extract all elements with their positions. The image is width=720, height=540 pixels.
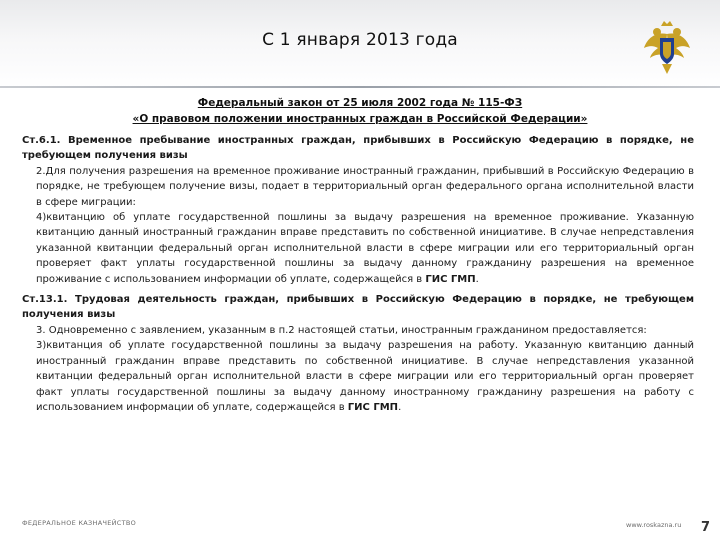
article-paragraph — [22, 338, 694, 415]
gis-gmp-term: ГИС ГМП — [425, 273, 476, 285]
paragraph-text: 2.Для получения разрешения на временное проживание иностранный гражданин, прибывший в Российскую Федерацию в порядке, не требующем получение визы, подает в территориальный орган федерального органа исполнительной власти в сфере миграции: — [36, 165, 694, 208]
header-divider — [0, 86, 720, 88]
footer-organization: ФЕДЕРАЛЬНОЕ КАЗНАЧЕЙСТВО — [22, 519, 137, 527]
paragraph-text: 3. Одновременно с заявлением, указанным в п.2 настоящей статьи, иностранным гражданином предоставляется: — [36, 324, 647, 336]
document-body — [22, 133, 694, 415]
law-title-line-1: Федеральный закон от 25 июля 2002 года № 115-ФЗ — [197, 97, 523, 109]
paragraph-end: . — [398, 401, 402, 413]
footer-website-link[interactable]: www.roskazna.ru — [626, 521, 682, 529]
gis-gmp-term: ГИС ГМП — [347, 401, 399, 413]
article-paragraph — [22, 210, 694, 287]
page-number: 7 — [701, 520, 711, 535]
paragraph-text: 3)квитанция об уплате государственной пошлины за выдачу разрешения на работу. Указанную квитанцию данный иностранный гражданин вправе представить по собственной инициативе. В случае непредставления указанной квитанции федеральный орган исполнительной власти в сфере миграции или его территориальный орган проверяет факт уплаты государственной пошлины за выдачу данному иностранному гражданину разрешения на работу с использованием информации об уплате, содержащейся в — [36, 340, 694, 413]
page-title: С 1 января 2013 года — [262, 30, 458, 50]
article-paragraph — [22, 323, 694, 338]
law-title — [70, 95, 650, 127]
double-headed-eagle-emblem-icon — [642, 18, 692, 76]
article-heading: Ст.13.1. Трудовая деятельность граждан, прибывших в Российскую Федерацию в порядке, не требующем получения визы — [22, 294, 694, 321]
paragraph-text: 4)квитанцию об уплате государственной пошлины за выдачу разрешения на временное проживание. Указанную квитанцию данный иностранный гражданин вправе представить по собственной инициативе. В случае непредставления указанной квитанции федеральный орган исполнительной власти в сфере миграции или его территориальный орган проверяет факт уплаты государственной пошлины за выдачу данному гражданину разрешения на временное проживание с использованием информации об уплате, содержащейся в — [36, 212, 694, 285]
article-paragraph — [22, 164, 694, 210]
article-heading: Ст.6.1. Временное пребывание иностранных граждан, прибывших в Российскую Федерацию в порядке, не требующем получения визы — [22, 135, 694, 162]
paragraph-end: . — [475, 273, 479, 285]
law-title-line-2: «О правовом положении иностранных граждан в Российской Федерации» — [132, 113, 588, 125]
